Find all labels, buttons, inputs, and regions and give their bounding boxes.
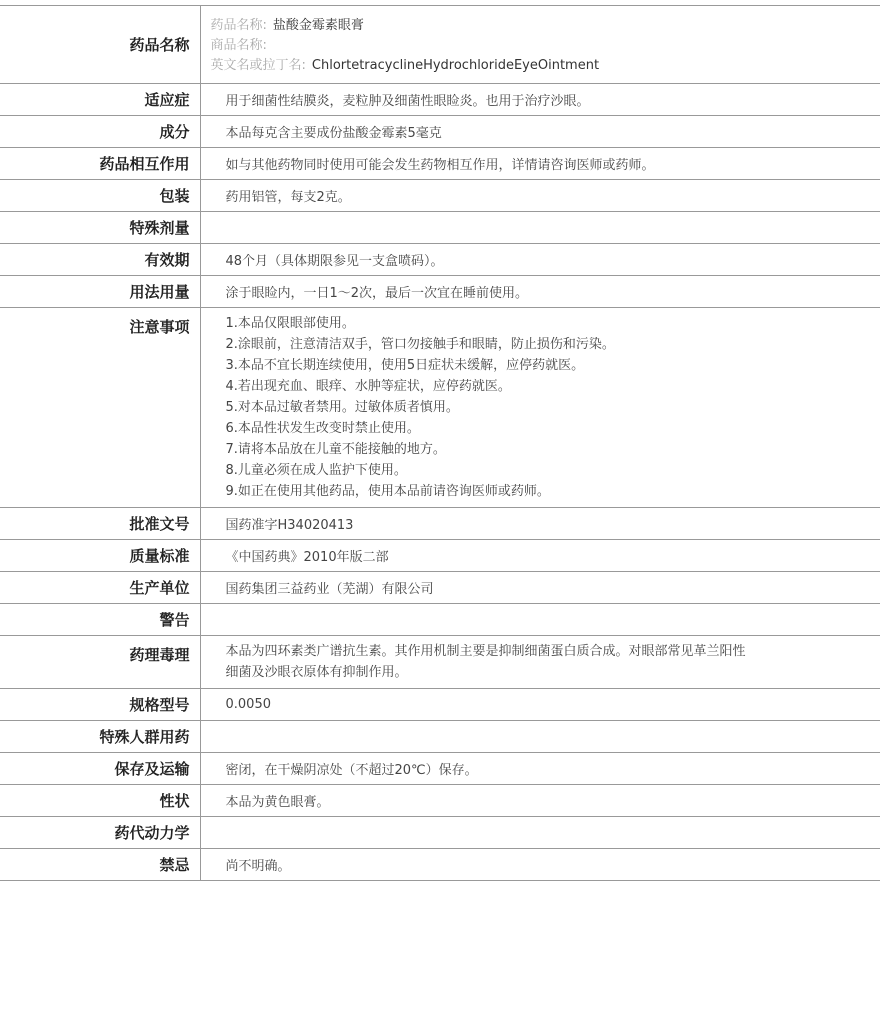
trade-name-line xyxy=(211,36,880,56)
pharmacology-line: 本品为四环素类广谱抗生素。其作用机制主要是抑制细菌蛋白质合成。对眼部常见革兰阳性 xyxy=(226,641,880,662)
appearance-row xyxy=(0,785,880,817)
ingredients-row xyxy=(0,116,880,148)
spec-value: 0.0050 xyxy=(200,689,880,721)
precautions-label: 注意事项 xyxy=(0,308,200,508)
pharmacology-line: 细菌及沙眼衣原体有抑制作用。 xyxy=(226,662,880,683)
precaution-item: 7.请将本品放在儿童不能接触的地方。 xyxy=(226,439,880,460)
precaution-item: 6.本品性状发生改变时禁止使用。 xyxy=(226,418,880,439)
precautions-row xyxy=(0,308,880,508)
pharmacokinetics-value xyxy=(200,817,880,849)
precaution-item: 1.本品仅限眼部使用。 xyxy=(226,313,880,334)
english-name-value: ChlortetracyclineHydrochlorideEyeOintment xyxy=(312,58,599,73)
indications-label: 适应症 xyxy=(0,84,200,116)
storage-label: 保存及运输 xyxy=(0,753,200,785)
drug-name-values xyxy=(200,6,880,84)
shelf-life-row xyxy=(0,244,880,276)
approval-row xyxy=(0,508,880,540)
interactions-row xyxy=(0,148,880,180)
special-dosage-label: 特殊剂量 xyxy=(0,212,200,244)
packaging-row xyxy=(0,180,880,212)
warning-row xyxy=(0,604,880,636)
manufacturer-label: 生产单位 xyxy=(0,572,200,604)
trade-name-key: 商品名称: xyxy=(211,38,267,53)
pharmacokinetics-row xyxy=(0,817,880,849)
appearance-label: 性状 xyxy=(0,785,200,817)
english-name-line xyxy=(211,56,880,76)
generic-name-value: 盐酸金霉素眼膏 xyxy=(273,18,364,33)
warning-label: 警告 xyxy=(0,604,200,636)
drug-name-label: 药品名称 xyxy=(0,6,200,84)
special-dosage-row xyxy=(0,212,880,244)
drug-name-row xyxy=(0,6,880,84)
precaution-item: 2.涂眼前，注意清洁双手，管口勿接触手和眼睛，防止损伤和污染。 xyxy=(226,334,880,355)
precaution-item: 8.儿童必须在成人监护下使用。 xyxy=(226,460,880,481)
special-groups-label: 特殊人群用药 xyxy=(0,721,200,753)
packaging-value: 药用铝管，每支2克。 xyxy=(200,180,880,212)
contraindications-value: 尚不明确。 xyxy=(200,849,880,881)
contraindications-row xyxy=(0,849,880,881)
spec-label: 规格型号 xyxy=(0,689,200,721)
precaution-item: 5.对本品过敏者禁用。过敏体质者慎用。 xyxy=(226,397,880,418)
usage-row xyxy=(0,276,880,308)
precaution-item: 9.如正在使用其他药品，使用本品前请咨询医师或药师。 xyxy=(226,481,880,502)
ingredients-label: 成分 xyxy=(0,116,200,148)
indications-row xyxy=(0,84,880,116)
ingredients-value: 本品每克含主要成份盐酸金霉素5毫克 xyxy=(200,116,880,148)
shelf-life-value: 48个月（具体期限参见一支盒喷码）。 xyxy=(200,244,880,276)
english-name-key: 英文名或拉丁名: xyxy=(211,58,306,73)
warning-value xyxy=(200,604,880,636)
shelf-life-label: 有效期 xyxy=(0,244,200,276)
generic-name-line xyxy=(211,16,880,36)
generic-name-key: 药品名称: xyxy=(211,18,267,33)
special-dosage-value xyxy=(200,212,880,244)
approval-value: 国药准字H34020413 xyxy=(200,508,880,540)
storage-value: 密闭，在干燥阴凉处（不超过20℃）保存。 xyxy=(200,753,880,785)
indications-value: 用于细菌性结膜炎，麦粒肿及细菌性眼睑炎。也用于治疗沙眼。 xyxy=(200,84,880,116)
special-groups-value xyxy=(200,721,880,753)
pharmacology-value xyxy=(200,636,880,689)
contraindications-label: 禁忌 xyxy=(0,849,200,881)
precaution-item: 3.本品不宜长期连续使用，使用5日症状未缓解，应停药就医。 xyxy=(226,355,880,376)
standard-label: 质量标准 xyxy=(0,540,200,572)
packaging-label: 包装 xyxy=(0,180,200,212)
standard-value: 《中国药典》2010年版二部 xyxy=(200,540,880,572)
manufacturer-value: 国药集团三益药业（芜湖）有限公司 xyxy=(200,572,880,604)
appearance-value: 本品为黄色眼膏。 xyxy=(200,785,880,817)
drug-spec-table xyxy=(0,5,880,881)
manufacturer-row xyxy=(0,572,880,604)
approval-label: 批准文号 xyxy=(0,508,200,540)
pharmacokinetics-label: 药代动力学 xyxy=(0,817,200,849)
special-groups-row xyxy=(0,721,880,753)
pharmacology-row xyxy=(0,636,880,689)
precautions-list xyxy=(200,308,880,508)
interactions-label: 药品相互作用 xyxy=(0,148,200,180)
pharmacology-label: 药理毒理 xyxy=(0,636,200,689)
standard-row xyxy=(0,540,880,572)
usage-label: 用法用量 xyxy=(0,276,200,308)
storage-row xyxy=(0,753,880,785)
interactions-value: 如与其他药物同时使用可能会发生药物相互作用，详情请咨询医师或药师。 xyxy=(200,148,880,180)
precaution-item: 4.若出现充血、眼痒、水肿等症状，应停药就医。 xyxy=(226,376,880,397)
usage-value: 涂于眼睑内，一日1～2次，最后一次宜在睡前使用。 xyxy=(200,276,880,308)
spec-row xyxy=(0,689,880,721)
